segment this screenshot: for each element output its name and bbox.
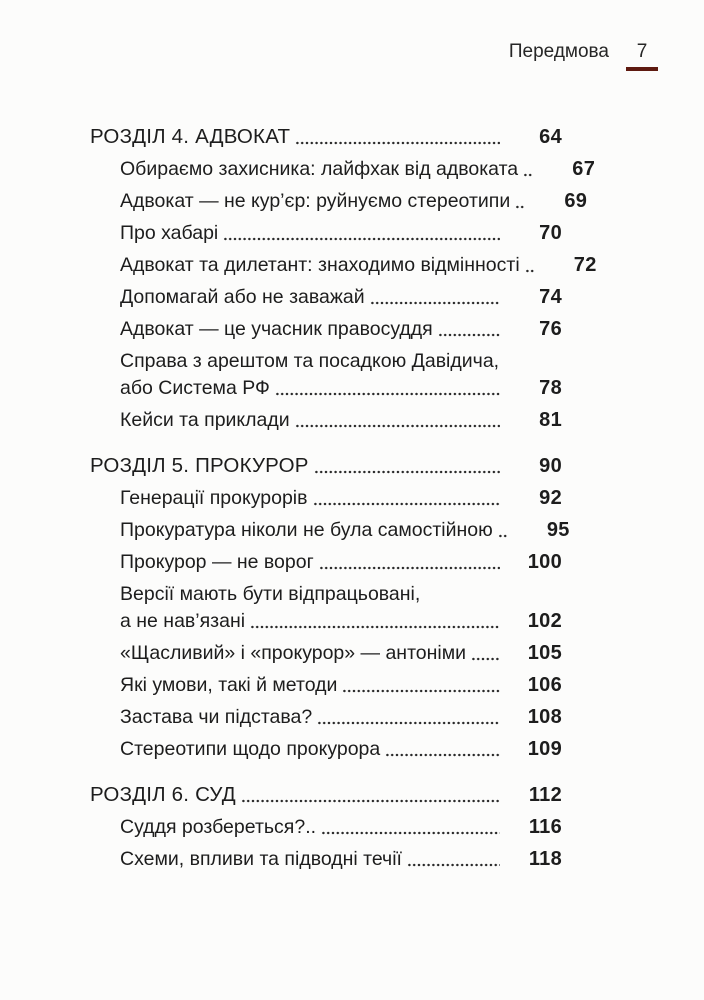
toc-page-number: 74 xyxy=(539,286,562,308)
toc-title: Генерації прокурорів xyxy=(120,487,308,509)
toc-title: Адвокат — це учасник правосуддя xyxy=(120,318,433,340)
toc-page-number: 95 xyxy=(546,519,570,541)
toc-title: Прокурор — не ворог xyxy=(120,551,314,573)
toc-title: Адвокат та дилетант: знаходимо відмінності xyxy=(120,254,520,276)
toc-page-number: 92 xyxy=(539,487,562,509)
toc-page-number: 109 xyxy=(527,738,562,760)
toc-title: Кейси та приклади xyxy=(120,409,290,431)
toc-title-line1: Версії мають бути відпрацьовані, xyxy=(120,583,421,605)
dot-leader xyxy=(525,269,535,273)
dot-leader xyxy=(250,625,500,629)
dot-leader xyxy=(438,333,500,337)
toc-title: Про хабарі xyxy=(120,222,219,244)
toc-chapter-row xyxy=(90,456,562,476)
toc-page-number: 118 xyxy=(528,848,562,870)
toc-title: Адвокат — не кур’єр: руйнуємо стереотипи xyxy=(120,190,511,212)
dot-leader xyxy=(295,424,500,428)
header-page-number: 7 xyxy=(636,41,648,62)
toc-title: Обираємо захисника: лайфхак від адвоката xyxy=(120,158,519,180)
toc-entry-row xyxy=(90,223,562,243)
toc-title: «Щасливий» і «прокурор» — антоніми xyxy=(120,642,467,664)
toc-title: РОЗДІЛ 4. АДВОКАТ xyxy=(90,125,291,148)
header-accent-rule xyxy=(626,67,658,71)
toc-entry-row xyxy=(90,675,562,695)
toc-chapter-row xyxy=(90,127,562,147)
toc-title-line1: Справа з арештом та посадкою Давідича, xyxy=(120,350,500,372)
toc-page-number: 100 xyxy=(527,551,562,573)
toc-page-number: 102 xyxy=(527,610,562,632)
toc-title: Схеми, впливи та підводні течії xyxy=(120,848,402,870)
toc-page-number: 108 xyxy=(527,706,562,728)
dot-leader xyxy=(471,657,500,661)
toc-title: Стереотипи щодо прокурора xyxy=(120,738,381,760)
dot-leader xyxy=(342,689,500,693)
toc-entry-row xyxy=(90,410,562,430)
toc-page-number: 105 xyxy=(527,642,562,664)
toc-entry-row-twoline xyxy=(90,351,562,398)
toc-title: Які умови, такі й методи xyxy=(120,674,338,696)
toc-title-line2: а не нав’язані xyxy=(120,610,246,632)
toc-entry-row xyxy=(90,488,562,508)
toc-entry-row xyxy=(90,552,562,572)
running-header xyxy=(0,0,704,71)
dot-leader xyxy=(321,831,500,835)
toc-page-number: 67 xyxy=(572,158,596,180)
dot-leader xyxy=(385,753,500,757)
toc-entry-row-twoline xyxy=(90,584,562,631)
dot-leader xyxy=(313,502,501,506)
toc-page-number: 69 xyxy=(564,190,588,212)
toc-page-number: 64 xyxy=(539,126,562,148)
toc-entry-row xyxy=(90,643,562,663)
toc-page-number: 70 xyxy=(539,222,562,244)
toc-entry-row xyxy=(90,287,562,307)
toc-page-number: 76 xyxy=(539,318,562,340)
toc-entry-row xyxy=(90,158,596,180)
toc-page-number: 106 xyxy=(527,674,562,696)
toc-entry-row xyxy=(90,707,562,727)
dot-leader xyxy=(498,534,508,538)
toc-entry-row xyxy=(90,254,597,276)
toc-entry-row xyxy=(90,319,562,339)
dot-leader xyxy=(275,392,500,396)
toc-chapter-row xyxy=(90,785,562,805)
toc-entry-row xyxy=(90,817,562,837)
toc-title: Допомагай або не заважай xyxy=(120,286,365,308)
dot-leader xyxy=(370,301,500,305)
toc-page-number: 112 xyxy=(528,784,562,806)
table-of-contents xyxy=(0,71,704,869)
toc-page-number: 90 xyxy=(539,455,562,477)
dot-leader xyxy=(515,205,525,209)
dot-leader xyxy=(295,141,500,145)
dot-leader xyxy=(523,173,533,177)
dot-leader xyxy=(314,470,500,474)
toc-entry-row xyxy=(90,190,588,212)
toc-page-number: 72 xyxy=(573,254,597,276)
toc-title: РОЗДІЛ 6. СУД xyxy=(90,783,236,806)
toc-title: РОЗДІЛ 5. ПРОКУРОР xyxy=(90,454,309,477)
toc-title: Суддя розбереться?.. xyxy=(120,816,317,838)
dot-leader xyxy=(241,799,500,803)
toc-page-number: 81 xyxy=(539,409,562,431)
toc-title-line2: або Система РФ xyxy=(120,377,270,399)
dot-leader xyxy=(319,566,500,570)
header-chapter-title: Передмова xyxy=(508,41,609,62)
toc-page-number: 116 xyxy=(528,816,562,838)
toc-entry-row xyxy=(90,739,562,759)
dot-leader xyxy=(407,863,500,867)
toc-entry-row xyxy=(90,849,562,869)
toc-title: Застава чи підстава? xyxy=(120,706,313,728)
toc-entry-row xyxy=(90,519,570,541)
header-folio xyxy=(626,42,658,71)
toc-title: Прокуратура ніколи не була самостійною xyxy=(120,519,493,541)
toc-page-number: 78 xyxy=(539,377,562,399)
dot-leader xyxy=(317,721,500,725)
dot-leader xyxy=(223,237,500,241)
